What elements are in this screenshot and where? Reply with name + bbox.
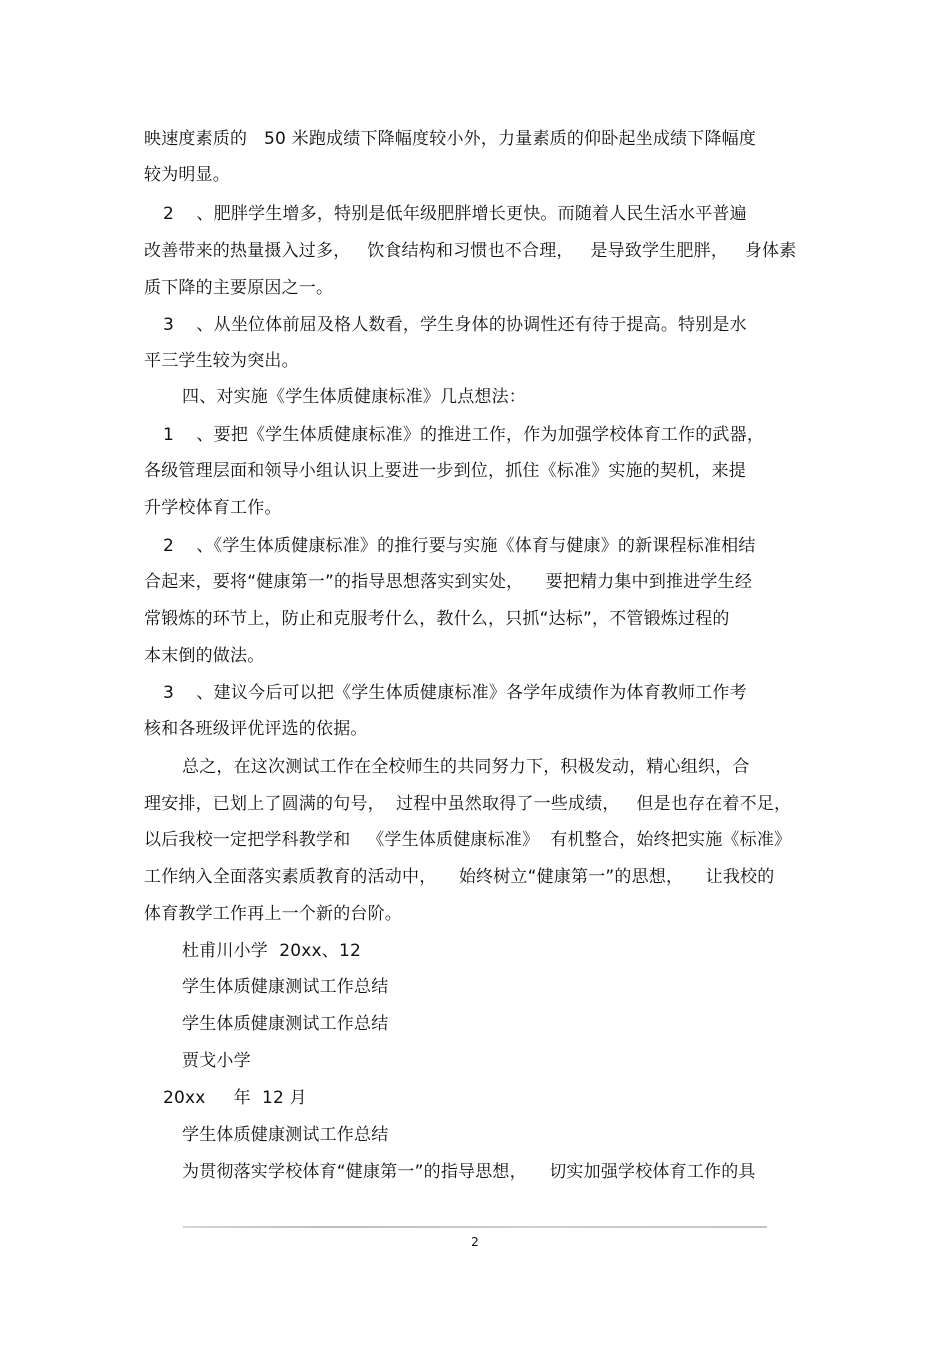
school-name: 贾戈小学: [182, 1051, 251, 1071]
text-line: 升学校体育工作。: [144, 498, 282, 518]
text-line: 本末倒的做法。: [144, 646, 265, 666]
text-line: 2 、《学生体质健康标准》的推行要与实施《体育与健康》的新课程标准相结: [163, 536, 756, 556]
text-line: 较为明显。: [144, 165, 230, 185]
text-line: 3 、建议今后可以把《学生体质健康标准》各学年成绩作为体育教师工作考: [163, 683, 747, 703]
date-line: 20xx 年 12 月: [163, 1088, 307, 1108]
text-line: 常锻炼的环节上，防止和克服考什么，教什么，只抓“达标”，不管锻炼过程的: [144, 609, 730, 629]
text-line: 工作纳入全面落实素质教育的活动中， 始终树立“健康第一”的思想， 让我校的: [144, 867, 775, 887]
doc-title: 学生体质健康测试工作总结: [182, 1125, 389, 1145]
text-line: 合起来，要将“健康第一”的指导思想落实到实处， 要把精力集中到推进学生经: [144, 572, 753, 592]
text-line: 核和各班级评优评选的依据。: [144, 719, 368, 739]
text-line: 1 、要把《学生体质健康标准》的推进工作，作为加强学校体育工作的武器，: [163, 425, 765, 445]
signature-line: 杜甫川小学 20xx、12: [182, 941, 361, 961]
text-line: 为贯彻落实学校体育“健康第一”的指导思想， 切实加强学校体育工作的具: [182, 1162, 756, 1182]
text-line: 质下降的主要原因之一。: [144, 278, 334, 298]
text-line: 体育教学工作再上一个新的台阶。: [144, 904, 402, 924]
text-line: 映速度素质的 50 米跑成绩下降幅度较小外，力量素质的仰卧起坐成绩下降幅度: [144, 129, 757, 149]
text-line: 以后我校一定把学科教学和 《学生体质健康标准》 有机整合，始终把实施《标准》: [144, 830, 792, 850]
doc-title: 学生体质健康测试工作总结: [182, 977, 389, 997]
doc-title: 学生体质健康测试工作总结: [182, 1014, 389, 1034]
page-number: 2: [471, 1235, 479, 1249]
text-line: 理安排，已划上了圆满的句号， 过程中虽然取得了一些成绩， 但是也存在着不足，: [144, 794, 792, 814]
text-line: 总之，在这次测试工作在全校师生的共同努力下，积极发动，精心组织，合: [182, 757, 750, 777]
text-line: 2 、肥胖学生增多，特别是低年级肥胖增长更快。而随着人民生活水平普遍: [163, 204, 747, 224]
section-heading: 四、对实施《学生体质健康标准》几点想法：: [182, 387, 526, 407]
text-line: 平三学生较为突出。: [144, 351, 299, 371]
text-line: 3 、从坐位体前屈及格人数看，学生身体的协调性还有待于提高。特别是水: [163, 315, 747, 335]
text-line: 改善带来的热量摄入过多， 饮食结构和习惯也不合理， 是导致学生肥胖， 身体素: [144, 241, 797, 261]
footer-divider: [183, 1226, 767, 1228]
text-line: 各级管理层面和领导小组认识上要进一步到位，抓住《标准》实施的契机，来提: [144, 461, 746, 481]
